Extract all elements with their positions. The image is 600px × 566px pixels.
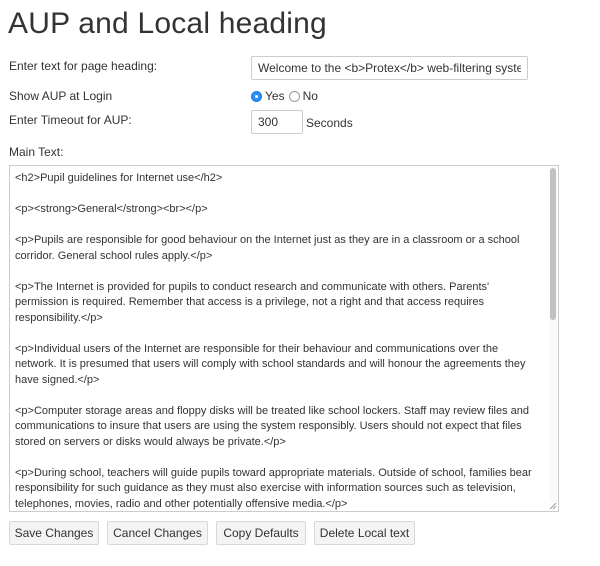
timeout-unit-label: Seconds (306, 116, 353, 130)
main-text-line: <p>Individual users of the Internet are responsible for their behaviour and communications over the network. It is presumed that users will comply with school standards and will honour the agreements they have signed.</p> (15, 342, 526, 386)
cancel-changes-button[interactable]: Cancel Changes (107, 521, 208, 545)
timeout-input[interactable] (251, 110, 303, 134)
show-aup-yes-label[interactable]: Yes (265, 89, 285, 103)
page-heading-input[interactable] (251, 56, 528, 80)
timeout-field-label: Enter Timeout for AUP: (9, 113, 132, 127)
copy-defaults-button[interactable]: Copy Defaults (216, 521, 306, 545)
resize-handle-icon[interactable] (549, 502, 557, 510)
page-title: AUP and Local heading (8, 7, 327, 40)
textarea-scrollbar-thumb[interactable] (550, 168, 556, 320)
main-text-label: Main Text: (9, 145, 64, 159)
main-text-content (15, 171, 537, 512)
show-aup-radio-group (251, 88, 322, 104)
main-text-textarea[interactable] (9, 165, 559, 512)
main-text-line: <p>During school, teachers will guide pupils toward appropriate materials. Outside of school, families bear responsibility for such guidance as they must also exercise with information sources such as television, telephones, movies, radio and other potentially offensive media.</p> (15, 466, 532, 510)
show-aup-yes-radio[interactable] (251, 91, 262, 102)
save-changes-button[interactable]: Save Changes (9, 521, 99, 545)
main-text-line: <p>Computer storage areas and floppy disks will be treated like school lockers. Staff may review files and communications to insure that users are using the system responsibly. Users should not expect that files stored on servers or disks would always be private.</p> (15, 404, 529, 448)
heading-field-label: Enter text for page heading: (9, 59, 158, 73)
main-text-line: <p>The Internet is provided for pupils to conduct research and communicate with others. Parents' permission is required. Remember that access is a privilege, not a right and that access requires responsibility.</p> (15, 280, 490, 324)
delete-local-text-button[interactable]: Delete Local text (314, 521, 415, 545)
main-text-line: <p><strong>General</strong><br></p> (15, 203, 208, 215)
show-aup-label: Show AUP at Login (9, 89, 113, 103)
textarea-scrollbar[interactable] (549, 167, 557, 502)
main-text-line: <p>Pupils are responsible for good behaviour on the Internet just as they are in a classroom or a school corridor. General school rules apply.</p> (15, 234, 520, 262)
main-text-line: <h2>Pupil guidelines for Internet use</h2> (15, 172, 223, 184)
show-aup-no-radio[interactable] (289, 91, 300, 102)
show-aup-no-label[interactable]: No (302, 89, 318, 103)
